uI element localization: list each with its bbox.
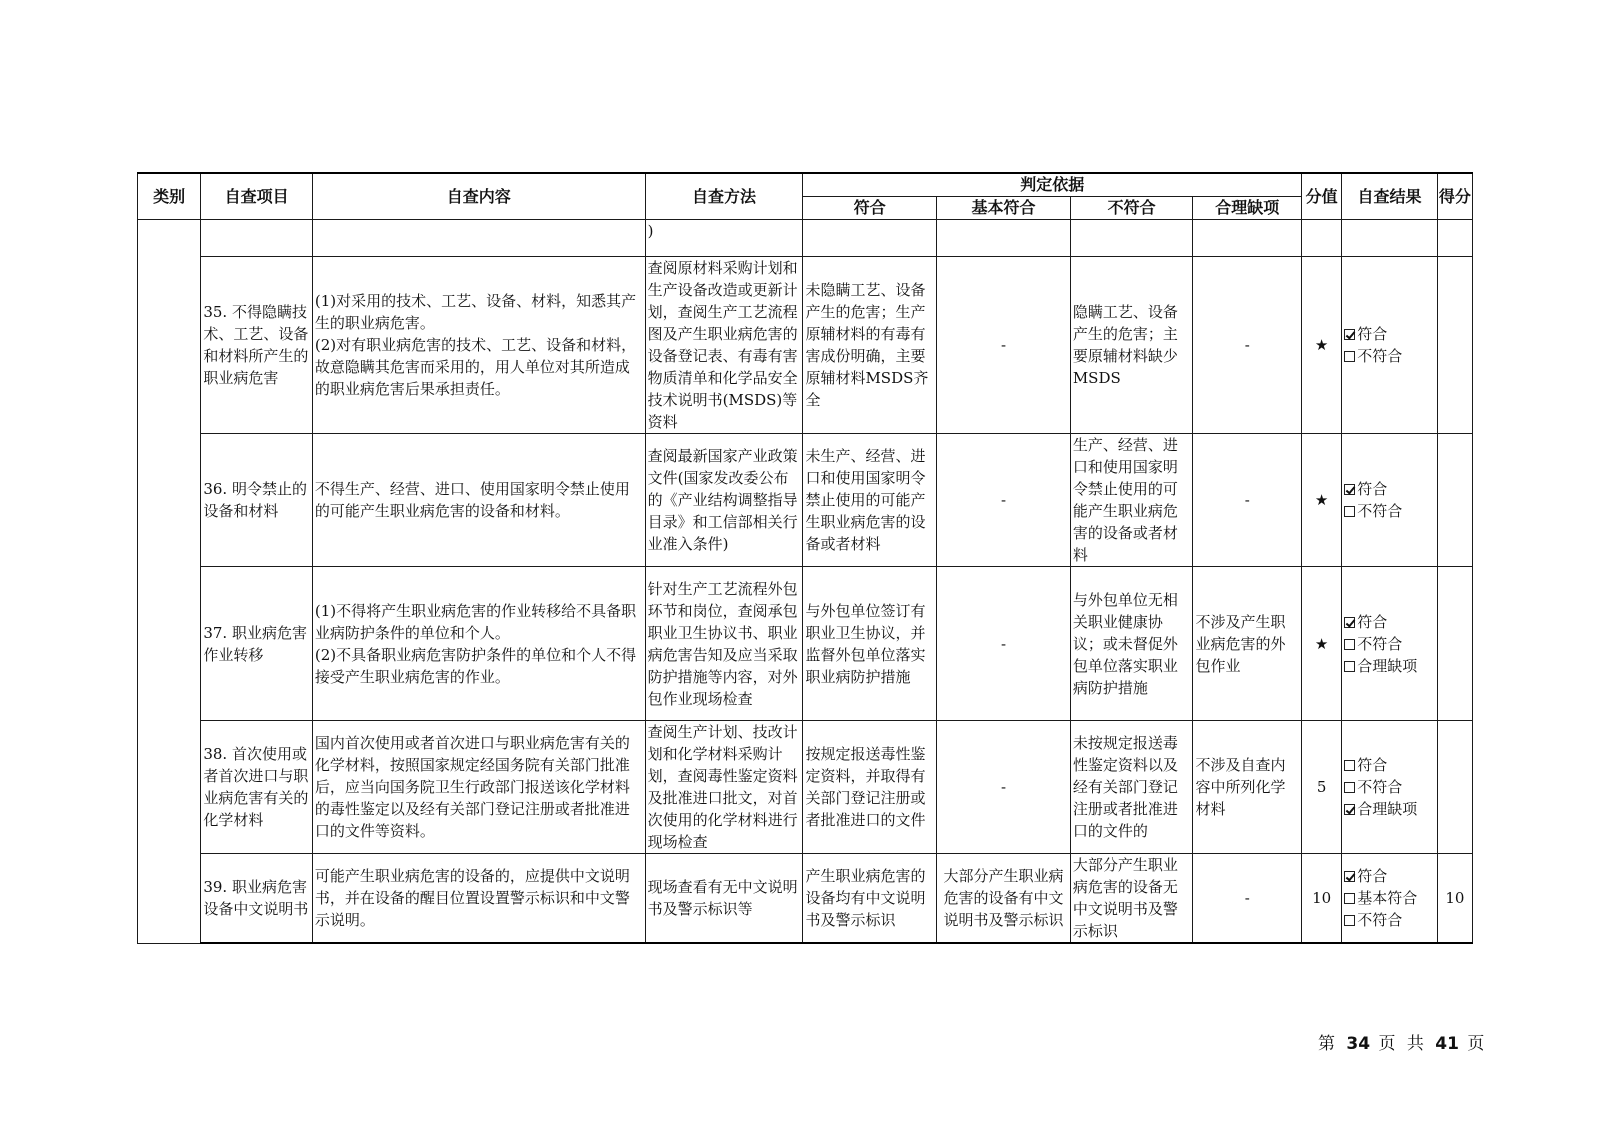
footer-suffix: 页 bbox=[1467, 1034, 1488, 1054]
not-comply-cell-text: 未按规定报送毒性鉴定资料以及经有关部门登记注册或者批准进口的文件的 bbox=[1072, 734, 1178, 840]
reasonable-missing-cell bbox=[1193, 567, 1302, 721]
score-value-cell-text: ★ bbox=[1314, 491, 1329, 509]
header-item: 自查项目 bbox=[201, 173, 313, 220]
comply-cell-text: 按规定报送毒性鉴定资料，并取得有关部门登记注册或者批准进口的文件 bbox=[805, 745, 926, 829]
result-option-label: 不符合 bbox=[1357, 911, 1403, 929]
not-comply-cell-text: 生产、经营、进口和使用国家明令禁止使用的可能产生职业病危害的设备或者材料 bbox=[1072, 436, 1178, 564]
item-cell bbox=[201, 257, 313, 434]
not-comply-cell bbox=[1070, 854, 1193, 944]
result-option[interactable] bbox=[1344, 611, 1434, 633]
result-option[interactable] bbox=[1344, 345, 1434, 367]
score-value-cell bbox=[1302, 434, 1342, 567]
table-row bbox=[138, 257, 1473, 434]
result-option-label: 不符合 bbox=[1357, 778, 1403, 796]
content-cell bbox=[312, 567, 645, 721]
method-cell bbox=[645, 434, 803, 567]
score-value-cell bbox=[1302, 721, 1342, 854]
method-cell-text: 现场查看有无中文说明书及警示标识等 bbox=[647, 878, 798, 918]
comply-cell bbox=[803, 854, 937, 944]
header-content: 自查内容 bbox=[312, 173, 645, 220]
comply-cell-text: 未生产、经营、进口和使用国家明令禁止使用的可能产生职业病危害的设备或者材料 bbox=[805, 447, 926, 553]
content-cell bbox=[312, 434, 645, 567]
checkbox-icon[interactable] bbox=[1344, 782, 1355, 793]
result-option-label: 符合 bbox=[1357, 612, 1388, 631]
comply-cell bbox=[803, 721, 937, 854]
checkbox-icon[interactable] bbox=[1344, 351, 1355, 362]
header-result: 自查结果 bbox=[1342, 173, 1437, 220]
not-comply-cell bbox=[1070, 434, 1193, 567]
result-option-label: 基本符合 bbox=[1357, 889, 1418, 907]
content-cell-text: 不得生产、经营、进口、使用国家明令禁止使用的可能产生职业病危害的设备和材料。 bbox=[314, 480, 630, 520]
item-cell-text: 36. 明令禁止的设备和材料 bbox=[203, 480, 307, 520]
result-option-label: 合理缺项 bbox=[1357, 656, 1418, 675]
reasonable-missing-cell bbox=[1193, 220, 1302, 257]
checkbox-icon[interactable] bbox=[1344, 506, 1355, 517]
score-cell bbox=[1437, 434, 1472, 567]
content-cell-text: 国内首次使用或者首次进口与职业病危害有关的化学材料，按照国家规定经国务院有关部门批准后，应当向国务院卫生行政部门报送该化学材料的毒性鉴定以及经有关部门登记注册或者批准进口的文件等资料。 bbox=[314, 734, 630, 840]
checkbox-icon[interactable] bbox=[1344, 893, 1355, 904]
reasonable-missing-cell-text: 不涉及产生职业病危害的外包作业 bbox=[1195, 612, 1286, 675]
not-comply-cell-text: 大部分产生职业病危害的设备无中文说明书及警示标识 bbox=[1072, 856, 1178, 940]
header-basis: 判定依据 bbox=[803, 173, 1302, 197]
item-cell-text: 35. 不得隐瞒技术、工艺、设备和材料所产生的职业病危害 bbox=[203, 303, 309, 387]
basic-comply-cell-text: 大部分产生职业病危害的设备有中文说明书及警示标识 bbox=[943, 867, 1064, 929]
result-cell bbox=[1342, 567, 1437, 721]
content-cell-text: (2)对有职业病危害的技术、工艺、设备和材料，故意隐瞒其危害而采用的，用人单位对其所造成的职业病危害后果承担责任。 bbox=[314, 336, 637, 398]
score-value-cell bbox=[1302, 220, 1342, 257]
score-value-cell bbox=[1302, 257, 1342, 434]
checked-checkbox-icon[interactable] bbox=[1344, 617, 1355, 628]
item-cell bbox=[201, 721, 313, 854]
page-footer bbox=[1318, 1029, 1487, 1054]
checkbox-icon[interactable] bbox=[1344, 915, 1355, 926]
result-option-label: 符合 bbox=[1357, 867, 1388, 885]
method-cell-text: 查阅最新国家产业政策文件(国家发改委公布的《产业结构调整指导目录》和工信部相关行业准入条件) bbox=[647, 447, 798, 553]
result-option[interactable] bbox=[1344, 909, 1434, 931]
basic-comply-cell-text: - bbox=[1000, 634, 1007, 653]
content-cell bbox=[312, 854, 645, 944]
self-check-table bbox=[137, 172, 1473, 944]
score-value-cell bbox=[1302, 567, 1342, 721]
header-comply: 符合 bbox=[803, 197, 937, 220]
category-cell bbox=[138, 220, 201, 944]
result-option-label: 不符合 bbox=[1357, 347, 1403, 365]
not-comply-cell bbox=[1070, 567, 1193, 721]
result-option[interactable] bbox=[1344, 865, 1434, 887]
comply-cell-text: 产生职业病危害的设备均有中文说明书及警示标识 bbox=[805, 867, 926, 929]
reasonable-missing-cell bbox=[1193, 257, 1302, 434]
method-cell bbox=[645, 220, 803, 257]
score-cell bbox=[1437, 257, 1472, 434]
result-option[interactable] bbox=[1344, 754, 1434, 776]
result-option-label: 不符合 bbox=[1357, 634, 1403, 653]
header-category: 类别 bbox=[138, 173, 201, 220]
basic-comply-cell bbox=[937, 257, 1071, 434]
basic-comply-cell bbox=[937, 721, 1071, 854]
checkbox-icon[interactable] bbox=[1344, 661, 1355, 672]
result-option-label: 符合 bbox=[1357, 480, 1388, 498]
result-cell bbox=[1342, 721, 1437, 854]
basic-comply-cell-text: - bbox=[1000, 491, 1007, 509]
score-cell: 10 bbox=[1437, 854, 1472, 944]
comply-cell bbox=[803, 257, 937, 434]
score-value-cell-text: ★ bbox=[1314, 634, 1329, 653]
checked-checkbox-icon[interactable] bbox=[1344, 804, 1355, 815]
result-option[interactable] bbox=[1344, 500, 1434, 522]
footer-mid: 页 共 bbox=[1378, 1034, 1427, 1054]
method-cell-text: 针对生产工艺流程外包环节和岗位，查阅承包职业卫生协议书、职业病危害告知及应当采取防护措施等内容，对外包作业现场检查 bbox=[647, 579, 798, 708]
content-cell-text: (1)对采用的技术、工艺、设备、材料，知悉其产生的职业病危害。 bbox=[314, 292, 637, 332]
item-cell-text: 38. 首次使用或者首次进口与职业病危害有关的化学材料 bbox=[203, 745, 309, 829]
item-cell bbox=[201, 434, 313, 567]
table-body bbox=[138, 220, 1473, 944]
score-cell bbox=[1437, 721, 1472, 854]
content-cell bbox=[312, 220, 645, 257]
method-cell-text: ) bbox=[647, 222, 654, 240]
method-cell-text: 查阅原材料采购计划和生产设备改造或更新计划，查阅生产工艺流程图及产生职业病危害的设备登记表、有毒有害物质清单和化学品安全技术说明书(MSDS)等资料 bbox=[647, 259, 798, 431]
table-row bbox=[138, 567, 1473, 721]
result-option-label: 符合 bbox=[1357, 756, 1388, 774]
header-reasonable-missing: 合理缺项 bbox=[1193, 197, 1302, 220]
result-option-label: 不符合 bbox=[1357, 502, 1403, 520]
result-cell bbox=[1342, 854, 1437, 944]
item-cell bbox=[201, 854, 313, 944]
checkbox-icon[interactable] bbox=[1344, 639, 1355, 650]
reasonable-missing-cell-text: - bbox=[1244, 491, 1250, 509]
basic-comply-cell-text: - bbox=[1000, 778, 1007, 796]
not-comply-cell bbox=[1070, 721, 1193, 854]
reasonable-missing-cell bbox=[1193, 434, 1302, 567]
content-cell bbox=[312, 257, 645, 434]
item-cell-text: 39. 职业病危害设备中文说明书 bbox=[203, 878, 309, 918]
footer-total-pages: 41 bbox=[1435, 1034, 1459, 1054]
basic-comply-cell bbox=[937, 434, 1071, 567]
score-cell bbox=[1437, 220, 1472, 257]
score-cell bbox=[1437, 567, 1472, 721]
content-cell-text: (2)不具备职业病危害防护条件的单位和个人不得接受产生职业病危害的作业。 bbox=[314, 645, 637, 686]
checkbox-icon[interactable] bbox=[1344, 760, 1355, 771]
result-option-label: 合理缺项 bbox=[1357, 800, 1418, 818]
not-comply-cell bbox=[1070, 257, 1193, 434]
method-cell bbox=[645, 721, 803, 854]
comply-cell bbox=[803, 434, 937, 567]
result-option[interactable] bbox=[1344, 323, 1434, 345]
result-option[interactable] bbox=[1344, 478, 1434, 500]
result-option[interactable] bbox=[1344, 798, 1434, 820]
header-basic-comply: 基本符合 bbox=[937, 197, 1071, 220]
basic-comply-cell bbox=[937, 220, 1071, 257]
score-value-cell-text: 5 bbox=[1316, 778, 1327, 796]
header-score-value: 分值 bbox=[1302, 173, 1342, 220]
basic-comply-cell bbox=[937, 854, 1071, 944]
result-cell bbox=[1342, 257, 1437, 434]
reasonable-missing-cell-text: 不涉及自查内容中所列化学材料 bbox=[1195, 756, 1286, 818]
reasonable-missing-cell-text: - bbox=[1244, 336, 1250, 354]
checked-checkbox-icon[interactable] bbox=[1344, 329, 1355, 340]
basic-comply-cell bbox=[937, 567, 1071, 721]
method-cell bbox=[645, 257, 803, 434]
table-row bbox=[138, 721, 1473, 854]
not-comply-cell-text: 隐瞒工艺、设备产生的危害；主要原辅材料缺少MSDS bbox=[1072, 303, 1178, 387]
comply-cell-text: 未隐瞒工艺、设备产生的危害；生产原辅材料的有毒有害成份明确，主要原辅材料MSDS齐全 bbox=[805, 281, 929, 409]
result-option[interactable] bbox=[1344, 633, 1434, 655]
header-method: 自查方法 bbox=[645, 173, 803, 220]
content-cell-text: 可能产生职业病危害的设备的，应提供中文说明书，并在设备的醒目位置设置警示标识和中文警示说明。 bbox=[314, 867, 630, 929]
footer-page-number: 34 bbox=[1346, 1034, 1371, 1054]
table-row bbox=[138, 434, 1473, 567]
score-value-cell bbox=[1302, 854, 1342, 944]
method-cell bbox=[645, 854, 803, 944]
result-option-label: 符合 bbox=[1357, 325, 1388, 343]
content-cell bbox=[312, 721, 645, 854]
score-value-cell-text: 10 bbox=[1312, 889, 1332, 907]
content-cell-text: (1)不得将产生职业病危害的作业转移给不具备职业病防护条件的单位和个人。 bbox=[314, 601, 637, 642]
checked-checkbox-icon[interactable] bbox=[1344, 871, 1355, 882]
result-option[interactable] bbox=[1344, 776, 1434, 798]
reasonable-missing-cell bbox=[1193, 721, 1302, 854]
result-cell bbox=[1342, 434, 1437, 567]
method-cell-text: 查阅生产计划、技改计划和化学材料采购计划，查阅毒性鉴定资料及批准进口批文，对首次使用的化学材料进行现场检查 bbox=[647, 723, 798, 851]
reasonable-missing-cell bbox=[1193, 854, 1302, 944]
table-row bbox=[138, 220, 1473, 257]
footer-prefix: 第 bbox=[1318, 1034, 1338, 1054]
reasonable-missing-cell-text: - bbox=[1244, 889, 1250, 907]
header-score: 得分 bbox=[1437, 173, 1472, 220]
comply-cell-text: 与外包单位签订有职业卫生协议，并监督外包单位落实职业病防护措施 bbox=[805, 601, 926, 686]
score-value-cell-text: ★ bbox=[1314, 336, 1329, 354]
result-option[interactable] bbox=[1344, 655, 1434, 677]
basic-comply-cell-text: - bbox=[1000, 336, 1007, 354]
not-comply-cell bbox=[1070, 220, 1193, 257]
not-comply-cell-text: 与外包单位无相关职业健康协议；或未督促外包单位落实职业病防护措施 bbox=[1072, 590, 1178, 697]
checked-checkbox-icon[interactable] bbox=[1344, 484, 1355, 495]
result-option[interactable] bbox=[1344, 887, 1434, 909]
method-cell bbox=[645, 567, 803, 721]
comply-cell bbox=[803, 567, 937, 721]
header-not-comply: 不符合 bbox=[1070, 197, 1193, 220]
item-cell-text: 37. 职业病危害作业转移 bbox=[203, 623, 307, 664]
item-cell bbox=[201, 220, 313, 257]
item-cell bbox=[201, 567, 313, 721]
comply-cell bbox=[803, 220, 937, 257]
result-cell bbox=[1342, 220, 1437, 257]
table-row bbox=[138, 854, 1473, 944]
